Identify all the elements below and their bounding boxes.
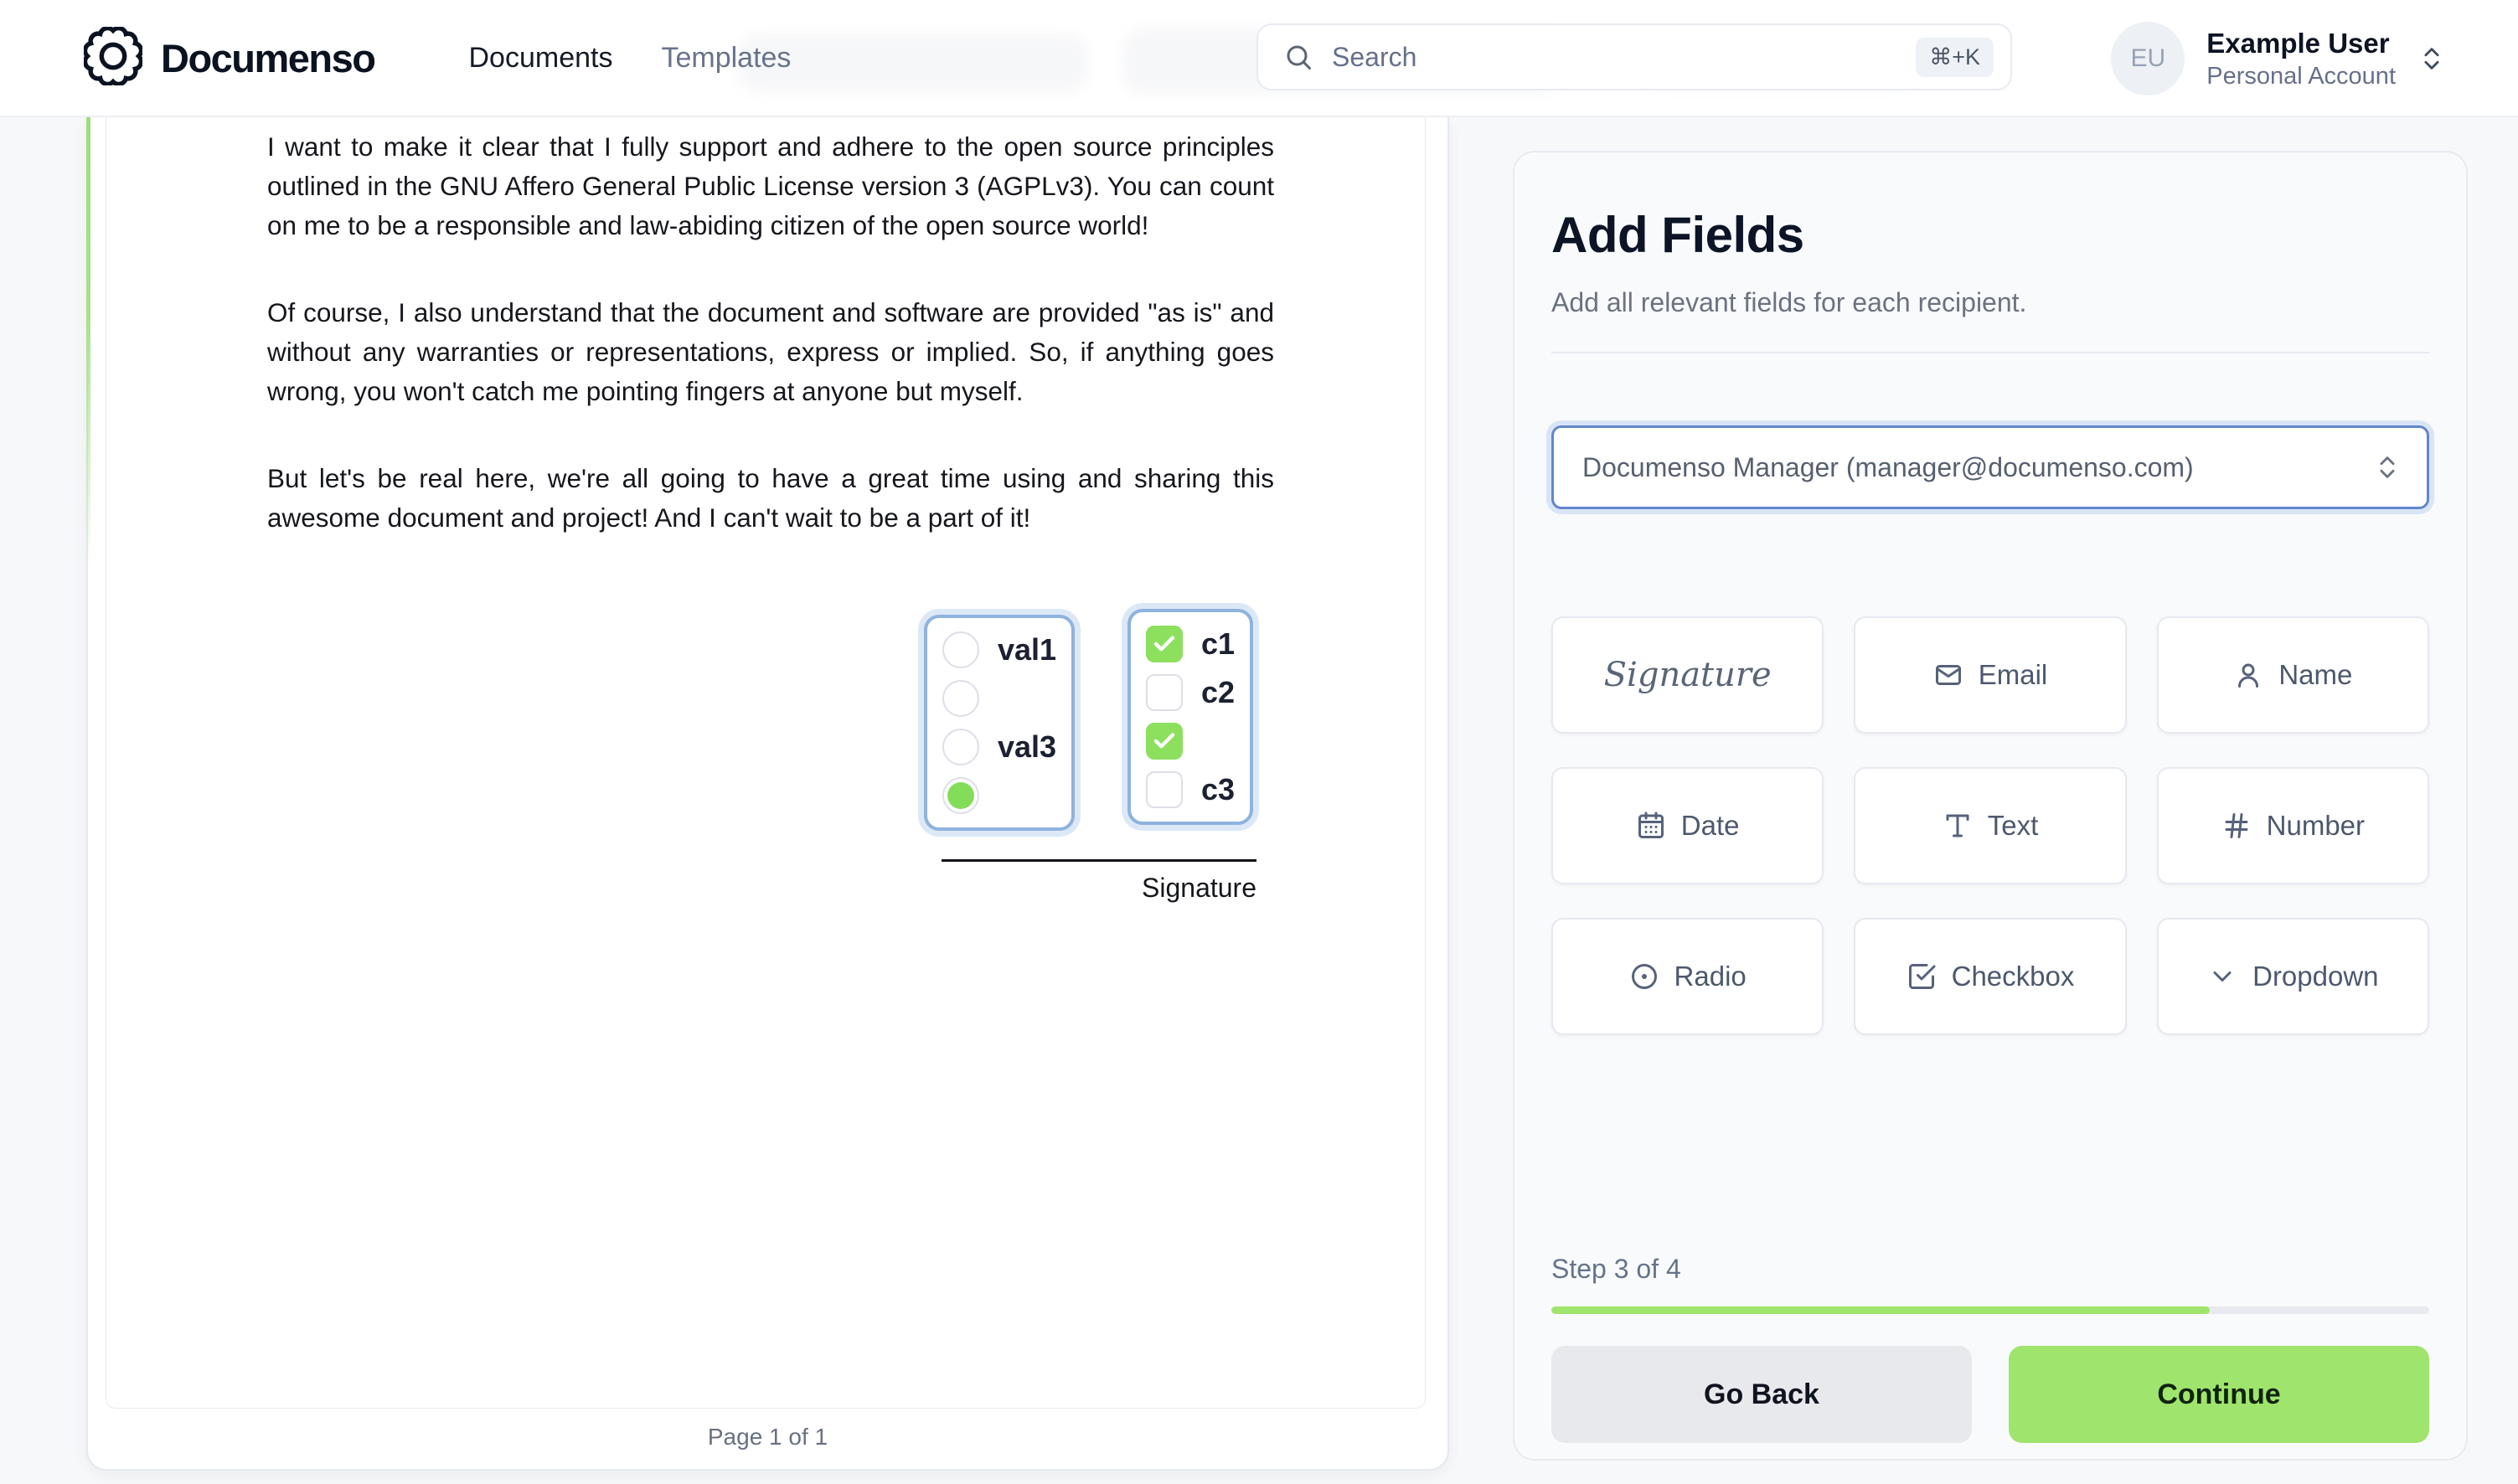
tab-documents[interactable]: Documents xyxy=(468,41,613,74)
field-button-number[interactable]: Number xyxy=(2157,767,2429,884)
search-bar[interactable] xyxy=(1256,23,2012,90)
hash-icon xyxy=(2221,811,2252,841)
add-fields-panel xyxy=(1513,151,2468,1461)
radio-option[interactable]: val1 xyxy=(942,631,1056,668)
document-card xyxy=(86,117,1449,1471)
radio-unchecked-icon[interactable] xyxy=(942,729,979,765)
field-button-signature[interactable] xyxy=(1551,616,1824,734)
search-input[interactable] xyxy=(1332,42,1916,73)
nav-tabs xyxy=(469,42,792,75)
field-type-grid xyxy=(1551,616,2429,1035)
signature-script-text: Signature xyxy=(1603,656,1772,694)
radio-option[interactable] xyxy=(942,777,1056,814)
field-button-checkbox[interactable]: Checkbox xyxy=(1854,918,2126,1035)
signature-line[interactable] xyxy=(942,859,1256,862)
brand-name: Documenso xyxy=(161,35,375,80)
document-text xyxy=(267,127,1274,538)
signature-label: Signature xyxy=(1142,873,1256,903)
checkbox-option[interactable]: c2 xyxy=(1146,674,1235,711)
checkbox-field-group[interactable] xyxy=(1127,609,1253,825)
chevron-down-icon xyxy=(2207,961,2237,992)
field-button-date[interactable]: Date xyxy=(1551,767,1824,884)
chevrons-up-down-icon xyxy=(2373,453,2402,482)
radio-unchecked-icon[interactable] xyxy=(942,680,979,717)
checkbox-option[interactable]: c1 xyxy=(1146,626,1235,662)
recipient-select[interactable] xyxy=(1551,425,2429,509)
radio-option[interactable]: val3 xyxy=(942,729,1056,765)
checkbox-unchecked-icon[interactable] xyxy=(1146,674,1183,711)
radio-option[interactable] xyxy=(942,680,1056,717)
checkbox-option[interactable] xyxy=(1146,723,1235,760)
page-indicator: Page 1 of 1 xyxy=(707,1424,828,1450)
user-icon xyxy=(2233,660,2263,690)
search-shortcut-badge: ⌘+K xyxy=(1916,38,1994,77)
checkbox-option[interactable]: c3 xyxy=(1146,771,1235,808)
field-button-name[interactable]: Name xyxy=(2157,616,2429,734)
user-name: Example User xyxy=(2206,28,2390,59)
panel-subtitle: Add all relevant fields for each recipient. xyxy=(1551,287,2027,317)
field-button-text[interactable]: Text xyxy=(1854,767,2126,884)
continue-button[interactable]: Continue xyxy=(2009,1346,2429,1443)
document-page xyxy=(106,117,1426,1409)
radio-checked-icon[interactable] xyxy=(942,777,979,814)
checkbox-checked-icon[interactable] xyxy=(1146,723,1183,760)
panel-title: Add Fields xyxy=(1551,207,1804,263)
field-button-radio[interactable]: Radio xyxy=(1551,918,1824,1035)
radio-icon xyxy=(1629,961,1659,992)
go-back-button[interactable]: Go Back xyxy=(1551,1346,1972,1443)
checkbox-icon xyxy=(1907,961,1937,992)
avatar: EU xyxy=(2111,22,2185,95)
checkbox-unchecked-icon[interactable] xyxy=(1146,771,1183,808)
checkbox-checked-icon[interactable] xyxy=(1146,626,1183,662)
radio-unchecked-icon[interactable] xyxy=(942,631,979,668)
step-indicator: Step 3 of 4 xyxy=(1551,1254,1681,1284)
paragraph: But let's be real here, we're all going to have a great time using and sharing this awesome document and project! And I can't wait to be a part of it! xyxy=(267,463,1274,533)
panel-footer xyxy=(1551,1254,2429,1443)
user-menu[interactable] xyxy=(2111,0,2446,117)
radio-field-group[interactable] xyxy=(924,615,1075,831)
user-account-type: Personal Account xyxy=(2206,62,2396,90)
divider xyxy=(1551,352,2429,353)
chevrons-up-down-icon xyxy=(2417,44,2446,73)
tab-templates[interactable]: Templates xyxy=(661,41,792,74)
recipient-color-accent xyxy=(86,117,90,569)
paragraph: I want to make it clear that I fully support and adhere to the open source principles outlined in the GNU Affero General Public License version 3 (AGPLv3). You can count on me to be a responsible and law-abiding citizen of the open source world! xyxy=(267,131,1274,240)
mail-icon xyxy=(1933,660,1963,690)
type-icon xyxy=(1943,811,1973,841)
progress-bar xyxy=(1551,1306,2429,1314)
brand-logo[interactable] xyxy=(84,27,375,90)
progress-bar-fill xyxy=(1551,1306,2210,1314)
field-button-email[interactable]: Email xyxy=(1854,616,2126,734)
calendar-icon xyxy=(1636,811,1666,841)
top-navigation xyxy=(0,0,2518,117)
documenso-logo-icon xyxy=(84,27,142,90)
field-button-dropdown[interactable]: Dropdown xyxy=(2157,918,2429,1035)
recipient-select-value: Documenso Manager (manager@documenso.com) xyxy=(1582,451,2194,482)
paragraph: Of course, I also understand that the document and software are provided "as is" and without any warranties or representations, express or implied. So, if anything goes wrong, you won't catch me pointing fingers at anyone but myself. xyxy=(267,297,1274,406)
search-icon xyxy=(1283,42,1313,72)
